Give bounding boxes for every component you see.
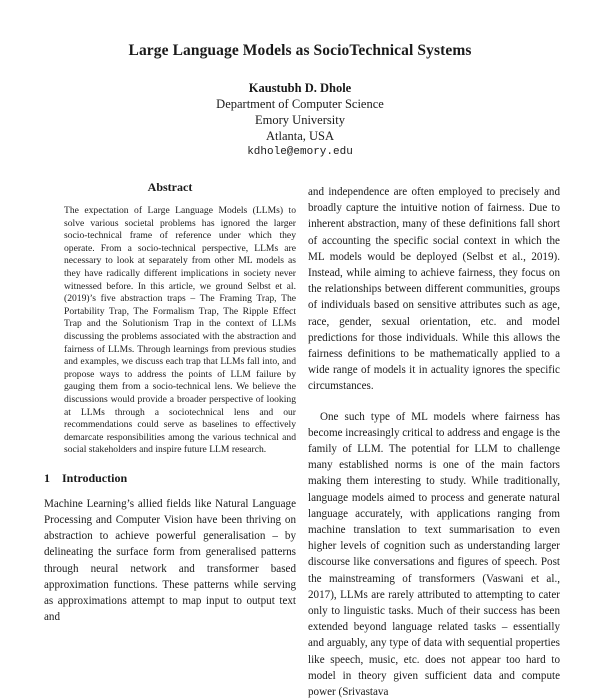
right-column [308,184,560,700]
abstract-text: The expectation of Large Language Models (LLMs) to solve various societal problems has ignored the larger socio-technical frame of reference under which they operate. From a socio-technical perspective, LLMs are necessary to look at separately from other ML models as they have radically different implications in society never witnessed before. In this article, we ground Selbst et al. (2019)’s five abstraction traps – The Framing Trap, The Portability Trap, The Formalism Trap, The Ripple Effect Trap and the Solutionism Trap in the context of LLMs discussing the problems associated with the abstraction and fairness of LLMs. Through learnings from previous studies and examples, we discuss each trap that LLMs fall into, and propose ways to address the points of LLM failure by gauging them from a socio-technical lens. We believe the discussions would provide a broader perspective of looking at LLMs through a sociotechnical lens and our recommendations could serve as baselines to effectively demarcate responsibilities among the various technical and social stakeholders and inspire future LLM research. [64,205,296,456]
introduction-paragraph-1: Machine Learning’s allied fields like Natural Language Processing and Computer Vision have been thriving on abstraction to achieve powerful generalisation – by delineating the surface form from generalised patterns through neural network and transformer based approximation functions. These patterns while serving as approximations attempt to map input to output text and [44,497,296,624]
author-university: Emory University [255,113,345,127]
author-department: Department of Computer Science [216,97,384,111]
section-number: 1 [44,470,50,485]
paper-title: Large Language Models as SocioTechnical Systems [128,42,472,59]
author-email: kdhole@emory.edu [247,146,353,158]
author-block [0,80,600,160]
author-name: Kaustubh D. Dhole [248,81,352,95]
section-title: Introduction [62,470,128,485]
right-paragraph-2: One such type of ML models where fairness has become increasingly critical to address and engage is the family of LLM. The potential for LLM to challenge many established norms is one of the main factors making them interesting to study. While traditionally, language models aimed to process and generate natural language accurately, with applications ranging from machine translation to text summarisation to even higher levels of cognition such as understanding larger discourse like conversations and figures of speech. Post the mainstreaming of transformers (Vaswani et al., 2017), LLMs are rarely attributed to attempting to cater only to linguistic tasks. Much of their success has been extended beyond language related tasks – essentially and arguably, any type of data with sequential properties like speech, music, etc. does not appear too hard to model in theory given sufficient data and compute power (Srivastava [308,410,560,699]
abstract-heading: Abstract [147,180,193,194]
author-location: Atlanta, USA [265,129,335,143]
right-paragraph-1: and independence are often employed to precisely and broadly capture the intuitive notion of fairness. Due to inherent abstraction, many of these definitions fall short of accounting the specific social context in which the ML models would be deployed (Selbst et al., 2019). Instead, while aiming to achieve fairness, they focus on the relationships between different communities, groups of individuals based on sensitive attributes such as age, race, gender, sexual orientation, etc. and model predictions for those individuals. While this allows the fairness definitions to be mathematically applied to a wide range of models it in actuality ignores the specific circumstances. [308,186,560,393]
section-heading-introduction [44,471,296,486]
left-column [44,180,296,626]
